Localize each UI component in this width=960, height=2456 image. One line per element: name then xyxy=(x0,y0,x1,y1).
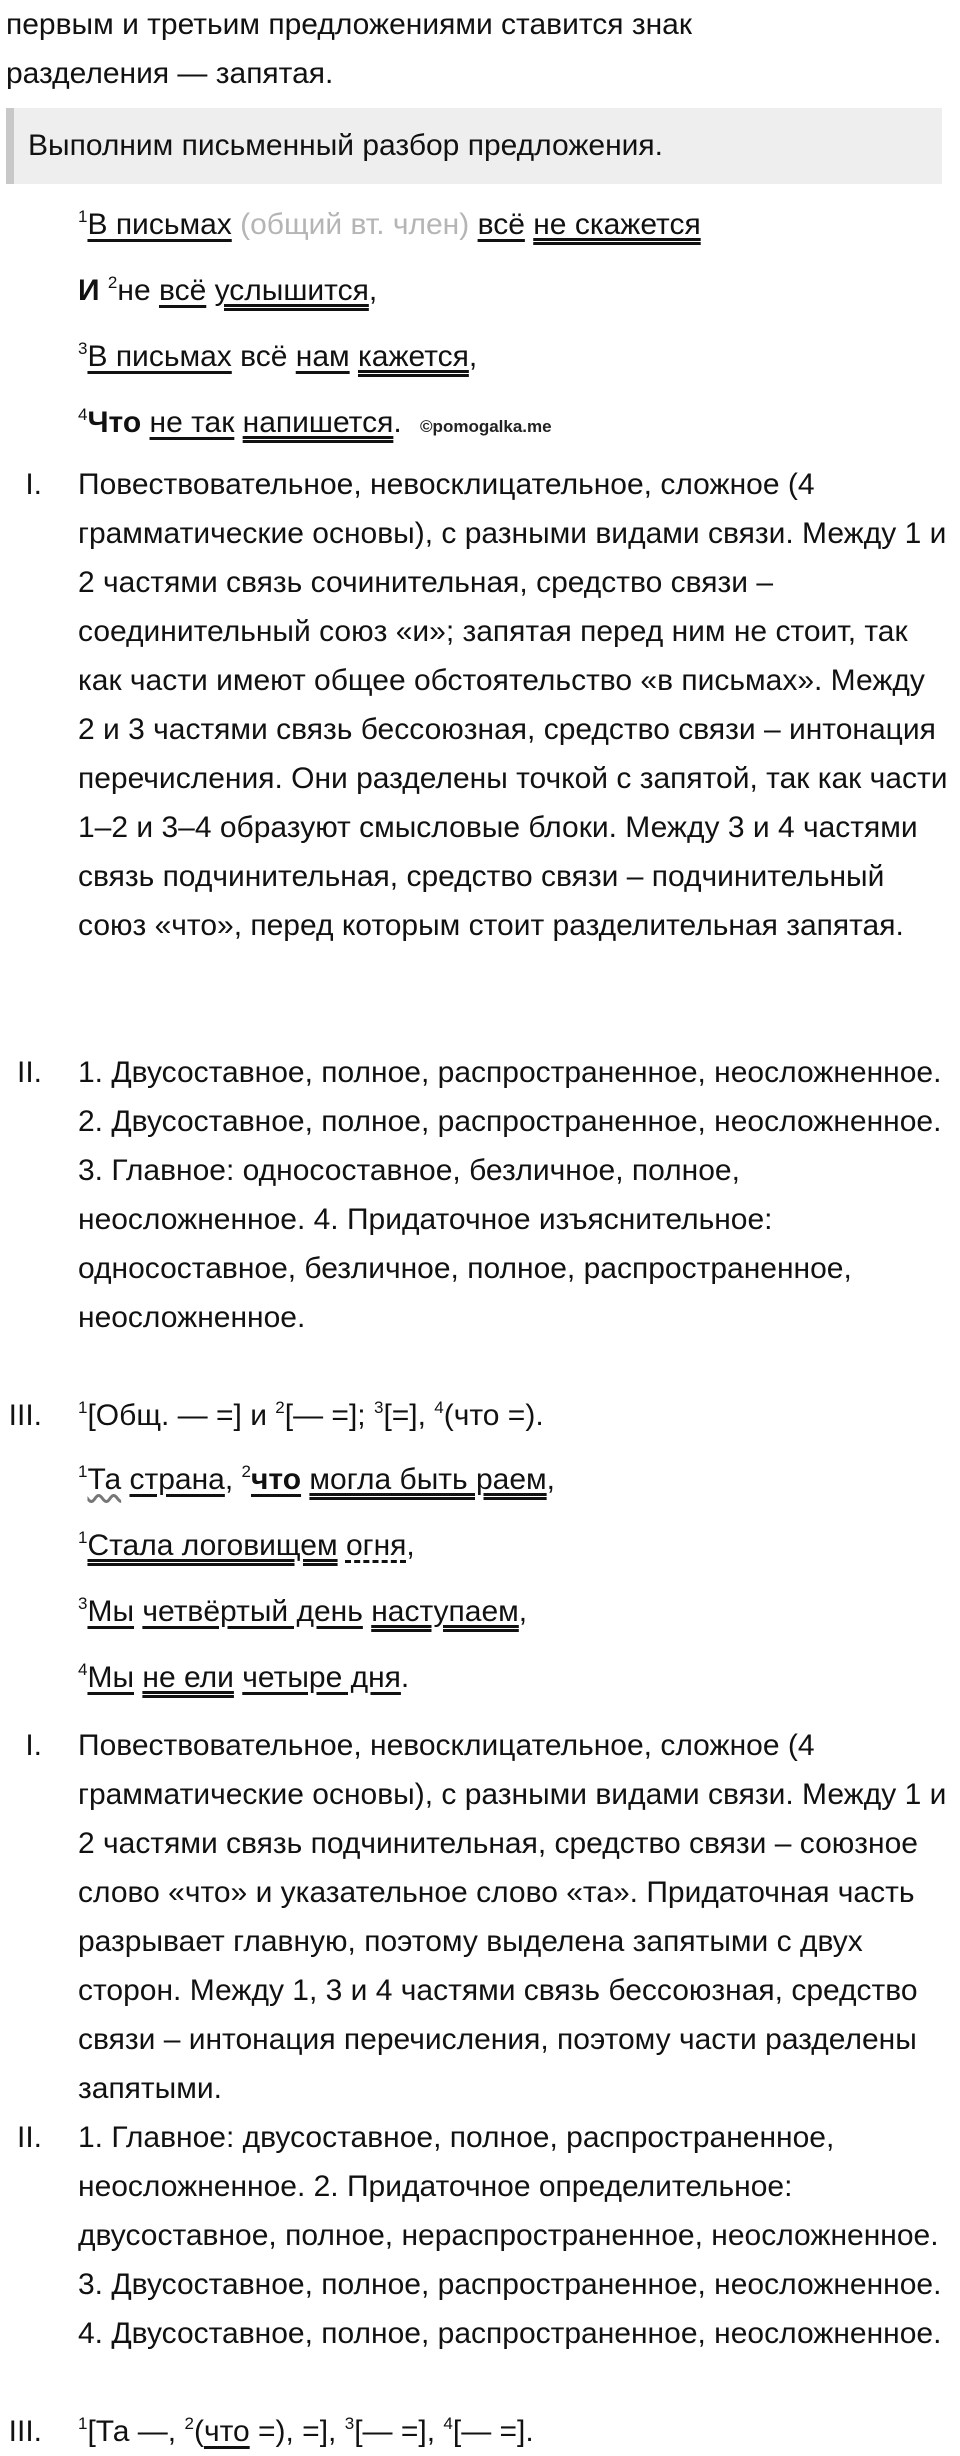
scheme-text xyxy=(78,2407,948,2456)
scheme-part: [Общ. — =] и xyxy=(87,1399,276,1432)
scheme-part: [— =]; xyxy=(284,1399,374,1432)
part-number: 2 xyxy=(275,1398,285,1417)
punctuation: . xyxy=(400,1661,410,1694)
predicate-word: кажется xyxy=(357,340,469,373)
part-number: 1 xyxy=(78,1398,88,1417)
analysis-text: 1. Главное: двусоставное, полное, распространенное, неосложненное. 2. Придаточное определительное: двусоставное, полное, нераспространенное, неосложненное. 3. Двусоставное, полное, распространенное, неосложненное. 4. Двусоставное, полное, распространенное, неосложненное. xyxy=(78,2121,942,2350)
punctuation: , xyxy=(468,340,478,373)
sentence-2-line-1 xyxy=(78,1447,555,1513)
roman-numeral: III. xyxy=(8,1399,42,1432)
scheme-part: [— =]. xyxy=(452,2415,534,2448)
punctuation: , xyxy=(368,274,378,307)
sentence-2-breakdown xyxy=(78,1447,555,1711)
punctuation: , xyxy=(406,1529,415,1562)
predicate-word: могла быть раем xyxy=(309,1463,547,1496)
attribute-word: огня xyxy=(345,1529,407,1562)
particle-word: не xyxy=(117,274,151,307)
sentence-1-line-1 xyxy=(78,192,701,258)
part-number: 4 xyxy=(78,1660,88,1679)
subject-word: Мы xyxy=(87,1595,135,1628)
intro-line-1: первым и третьим предложениями ставится знак xyxy=(6,8,692,41)
object-word: нам xyxy=(295,340,350,373)
note-text: (общий вт. член) xyxy=(240,208,470,241)
adverbial-word: четвёртый день xyxy=(142,1595,363,1628)
part-number: 1 xyxy=(78,1462,88,1481)
analysis-text: Повествовательное, невосклицательное, сложное (4 грамматические основы), с разными видами связи. Между 1 и 2 частями связь сочинительная, средство связи – соединительный союз «и»; запятая перед ним не стоит, так как части имеют общее обстоятельство «в письмах». Между 2 и 3 частями связь бессоюзная, средство связи – интонация перечисления. Они разделены точкой с запятой, так как части 1–2 и 3–4 образуют смысловые блоки. Между 3 и 4 частями связь подчинительная, средство связи – подчинительный союз «что», перед которым стоит разделительная запятая. xyxy=(78,468,948,942)
sentence-1-line-4 xyxy=(78,390,701,456)
roman-numeral: I. xyxy=(25,1729,42,1762)
predicate-word: напишется xyxy=(242,406,394,439)
adverbial-word: В письмах xyxy=(87,208,232,241)
plain-word: всё xyxy=(240,340,288,373)
sentence-2-line-3 xyxy=(78,1579,555,1645)
roman-numeral: II. xyxy=(16,2121,42,2154)
conjunction-word: И xyxy=(78,274,100,307)
part-number: 3 xyxy=(78,1594,88,1613)
punctuation: , xyxy=(224,1463,242,1496)
predicate-word: услышится xyxy=(214,274,369,307)
scheme-part: =), =], xyxy=(249,2415,345,2448)
sentence-1-line-2 xyxy=(78,258,701,324)
sentence-1-breakdown xyxy=(78,192,701,456)
part-number: 1 xyxy=(78,1528,88,1547)
predicate-word: Стала логовищем xyxy=(87,1529,338,1562)
subject-word: Мы xyxy=(87,1661,135,1694)
intro-text xyxy=(6,0,946,98)
predicate-word: не ели xyxy=(142,1661,234,1694)
roman-numeral: III. xyxy=(8,2415,42,2448)
attribute-word: Та xyxy=(87,1463,122,1496)
section-banner: Выполним письменный разбор предложения. xyxy=(6,108,942,184)
predicate-word: не скажется xyxy=(533,208,701,241)
scheme-part: ( xyxy=(193,2415,204,2448)
roman-numeral: I. xyxy=(25,468,42,501)
sentence-2-line-2 xyxy=(78,1513,555,1579)
scheme-text xyxy=(78,1391,948,1440)
conjunction-word: Что xyxy=(87,406,142,439)
part-number: 4 xyxy=(434,1398,444,1417)
part-number: 3 xyxy=(78,339,88,358)
part-number: 3 xyxy=(373,1398,384,1417)
scheme-subject: что xyxy=(203,2415,250,2448)
subject-word: всё xyxy=(477,208,525,241)
part-number: 4 xyxy=(443,2414,453,2433)
adverbial-word: В письмах xyxy=(87,340,232,373)
analysis-text: 1. Двусоставное, полное, распространенное, неосложненное. 2. Двусоставное, полное, распространенное, неосложненное. 3. Главное: односоставное, безличное, полное, неосложненное. 4. Придаточное изъяснительное: односоставное, безличное, полное, распространенное, неосложненное. xyxy=(78,1056,942,1334)
part-number: 1 xyxy=(78,2414,88,2433)
intro-line-2: разделения — запятая. xyxy=(6,57,334,90)
scheme-part: [— =], xyxy=(354,2415,444,2448)
adverbial-word: четыре дня xyxy=(242,1661,401,1694)
part-number: 3 xyxy=(344,2414,355,2433)
scheme-part: (что =). xyxy=(443,1399,544,1432)
subject-word: что xyxy=(251,1463,302,1496)
subject-word: всё xyxy=(158,274,207,307)
watermark: ©pomogalka.me xyxy=(420,417,552,436)
scheme-part: [=], xyxy=(383,1399,435,1432)
analysis-text: Повествовательное, невосклицательное, сложное (4 грамматические основы), с разными видами связи. Между 1 и 2 частями связь подчинительная, средство связи – союзное слово «что» и указательное слово «та». Придаточная часть разрывает главную, поэтому выделена запятыми с двух сторон. Между 1, 3 и 4 частями связь бессоюзная, средство связи – интонация перечисления, поэтому части разделены запятыми. xyxy=(78,1729,947,2105)
part-number: 2 xyxy=(184,2414,194,2433)
sentence-2-line-4 xyxy=(78,1645,555,1711)
subject-word: страна xyxy=(129,1463,225,1496)
scheme-part: [Та —, xyxy=(87,2415,185,2448)
roman-numeral: II. xyxy=(16,1056,42,1089)
sentence-1-line-3 xyxy=(78,324,701,390)
punctuation: , xyxy=(546,1463,555,1496)
punctuation: , xyxy=(518,1595,528,1628)
part-number: 2 xyxy=(107,273,118,292)
predicate-word: наступаем xyxy=(371,1595,519,1628)
part-number: 4 xyxy=(78,405,88,424)
part-number: 1 xyxy=(78,207,88,226)
part-number: 2 xyxy=(241,1462,251,1481)
adverbial-word: не так xyxy=(149,406,235,439)
punctuation: . xyxy=(393,406,402,439)
